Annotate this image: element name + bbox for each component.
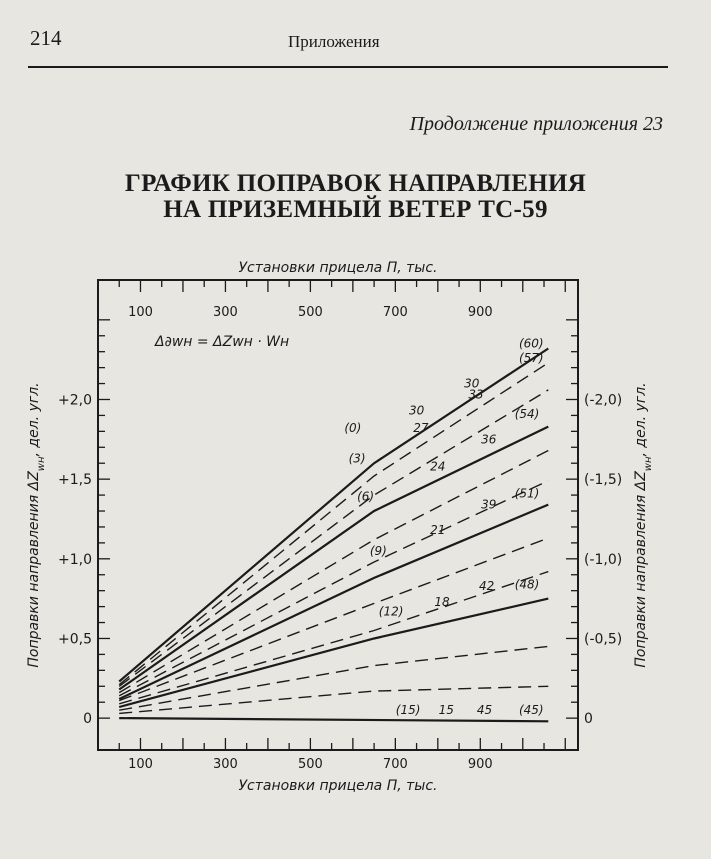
y-axis-title-right: Поправки направления $\Delta Z_{wн}$, дел. угл. (633, 382, 654, 668)
y-tick-label-left: +1,0 (58, 551, 92, 568)
y-axis-title-left: Поправки направления $\Delta Z_{wн}$, дел. угл. (26, 382, 47, 668)
y-tick-label-right: (-1,5) (584, 472, 623, 489)
curve-label-15: 39 (481, 497, 497, 512)
chart-series (119, 349, 548, 722)
page-number: 214 (30, 26, 62, 50)
continuation-note: Продолжение приложения 23 (409, 113, 663, 135)
x-tick-label-bottom: 300 (213, 757, 238, 772)
x-axis-title-top: Установки прицела П, тыс. (238, 260, 438, 276)
series-line-4 (119, 451, 548, 693)
x-tick-label-bottom: 500 (297, 757, 323, 772)
chart-title-line-2: НА ПРИЗЕМНЫЙ ВЕТЕР ТС-59 (163, 196, 548, 223)
curve-label-20: (15) (395, 703, 421, 718)
curve-label-19: (48) (514, 577, 540, 592)
curve-label-21: 15 (438, 703, 454, 718)
formula-text: Δ∂wн = ΔZwн · Wн (155, 334, 290, 350)
x-tick-label-top: 900 (467, 305, 493, 320)
series-line-6 (119, 505, 548, 699)
x-tick-label-bottom: 700 (382, 757, 408, 772)
running-title: Приложения (288, 32, 380, 51)
y-tick-label-right: (-2,0) (584, 392, 623, 409)
y-tick-label-left: +0,5 (58, 631, 92, 648)
x-tick-label-bottom: 900 (467, 757, 493, 772)
series-line-12 (119, 718, 548, 721)
series-line-7 (119, 538, 548, 701)
chart-frame (98, 280, 578, 750)
chart-title-line-1: ГРАФИК ПОПРАВОК НАПРАВЛЕНИЯ (124, 170, 587, 197)
x-tick-label-top: 700 (382, 305, 408, 320)
curve-label-4: 30 (464, 376, 480, 391)
series-line-1 (119, 363, 548, 685)
curve-label-7: (57) (518, 351, 544, 366)
x-tick-label-top: 300 (213, 305, 238, 320)
curve-label-16: (12) (378, 604, 404, 619)
y-tick-label-right: (-0,5) (584, 631, 623, 648)
curve-label-8: (54) (514, 406, 540, 421)
x-tick-label-top: 100 (128, 305, 153, 320)
curve-label-22: 45 (476, 703, 493, 718)
curve-label-17: 18 (434, 594, 450, 609)
curve-label-1: (3) (348, 451, 366, 466)
curve-label-18: 42 (479, 578, 495, 593)
x-axis-title-bottom: Установки прицела П, тыс. (238, 778, 438, 794)
curve-label-9: (6) (357, 489, 375, 504)
y-tick-label-right: (-1,0) (584, 551, 623, 568)
y-tick-label-left: +1,5 (58, 472, 92, 489)
y-tick-label-left: 0 (83, 711, 92, 728)
curve-label-11: 36 (481, 432, 497, 447)
curve-label-6: (60) (518, 336, 544, 351)
curve-label-14: 21 (430, 523, 446, 538)
curve-label-13: (9) (369, 543, 387, 558)
curve-label-10: 24 (430, 459, 446, 474)
curve-label-3: 27 (413, 421, 429, 436)
curve-label-5: 33 (468, 387, 484, 402)
y-tick-label-right: 0 (584, 711, 593, 728)
chart-ticks (98, 280, 578, 750)
curve-label-12: (51) (514, 486, 540, 501)
series-line-10 (119, 646, 548, 710)
plot-frame (98, 280, 578, 750)
x-tick-label-top: 500 (297, 305, 323, 320)
x-tick-label-bottom: 100 (128, 757, 153, 772)
curve-label-23: (45) (518, 703, 544, 718)
curve-label-0: (0) (344, 421, 362, 436)
curve-label-2: 30 (408, 403, 425, 418)
y-tick-label-left: +2,0 (58, 392, 92, 409)
